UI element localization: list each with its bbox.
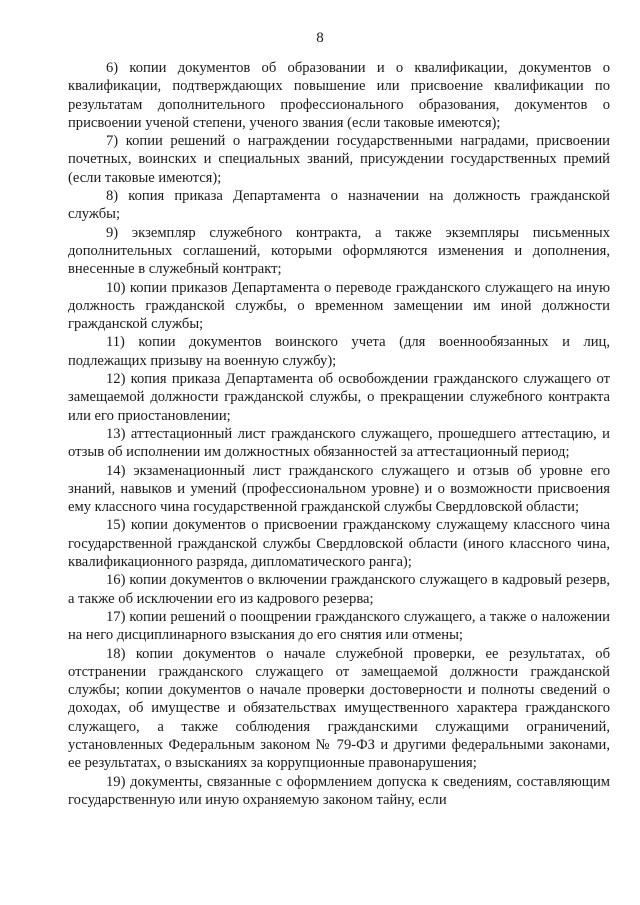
list-item: 9) экземпляр служебного контракта, а также экземпляры письменных дополнительных соглашений, которыми оформляются изменения и дополнения, внесенные в служебный контракт; bbox=[68, 224, 610, 278]
list-item: 7) копии решений о награждении государственными наградами, присвоении почетных, воинских и специальных званий, присуждении государственных премий (если таковые имеются); bbox=[68, 133, 610, 186]
list-item: 10) копии приказов Департамента о переводе гражданского служащего на иную должность гражданской службы, о временном замещении им иной должности гражданской службы; bbox=[68, 279, 610, 333]
list-item: 8) копия приказа Департамента о назначении на должность гражданской службы; bbox=[68, 188, 610, 223]
list-item: 18) копии документов о начале служебной проверки, ее результатах, об отстранении гражданского служащего от замещаемой должности гражданской службы; копии документов о начале проверки достоверности и полноты сведений о доходах, об имуществе и обязательствах имущественного характера гражданского служащего, а также соблюдения гражданскими служащими ограничений, установленных Федеральным законом № 79-ФЗ и другими федеральными законами, ее результатах, о взысканиях за коррупционные правонарушения; bbox=[68, 645, 610, 772]
list-item: 14) экзаменационный лист гражданского служащего и отзыв об уровне его знаний, навыков и умений (профессиональном уровне) и о возможности присвоения ему классного чина государственной гражданской службы Свердловской области; bbox=[68, 462, 610, 516]
list-item: 6) копии документов об образовании и о квалификации, документов о квалификации, подтверждающих повышение или присвоение квалификации по результатам дополнительного профессионального образования, документов о присвоении ученой степени, ученого звания (если таковые имеются); bbox=[68, 60, 610, 131]
list-item: 16) копии документов о включении гражданского служащего в кадровый резерв, а также об исключении его из кадрового резерва; bbox=[68, 572, 610, 607]
list-item: 13) аттестационный лист гражданского служащего, прошедшего аттестацию, и отзыв об исполнении им должностных обязанностей за аттестационный период; bbox=[68, 425, 610, 461]
list-item: 17) копии решений о поощрении гражданского служащего, а также о наложении на него дисциплинарного взыскания до его снятия или отмены; bbox=[68, 608, 610, 644]
page-number: 8 bbox=[316, 30, 324, 46]
list-item: 19) документы, связанные с оформлением допуска к сведениям, составляющим государственную или иную охраняемую законом тайну, если bbox=[68, 773, 610, 808]
list-item: 11) копии документов воинского учета (для военнообязанных и лиц, подлежащих призыву на военную службу); bbox=[68, 334, 610, 369]
list-item: 15) копии документов о присвоении гражданскому служащему классного чина государственной гражданской службы Свердловской области (иного классного чина, квалификационного разряда, дипломатического ранга); bbox=[68, 517, 610, 571]
document-body bbox=[68, 59, 610, 809]
list-item: 12) копия приказа Департамента об освобождении гражданского служащего от замещаемой должности гражданской службы, о прекращении служебного контракта или его приостановлении; bbox=[68, 371, 610, 424]
